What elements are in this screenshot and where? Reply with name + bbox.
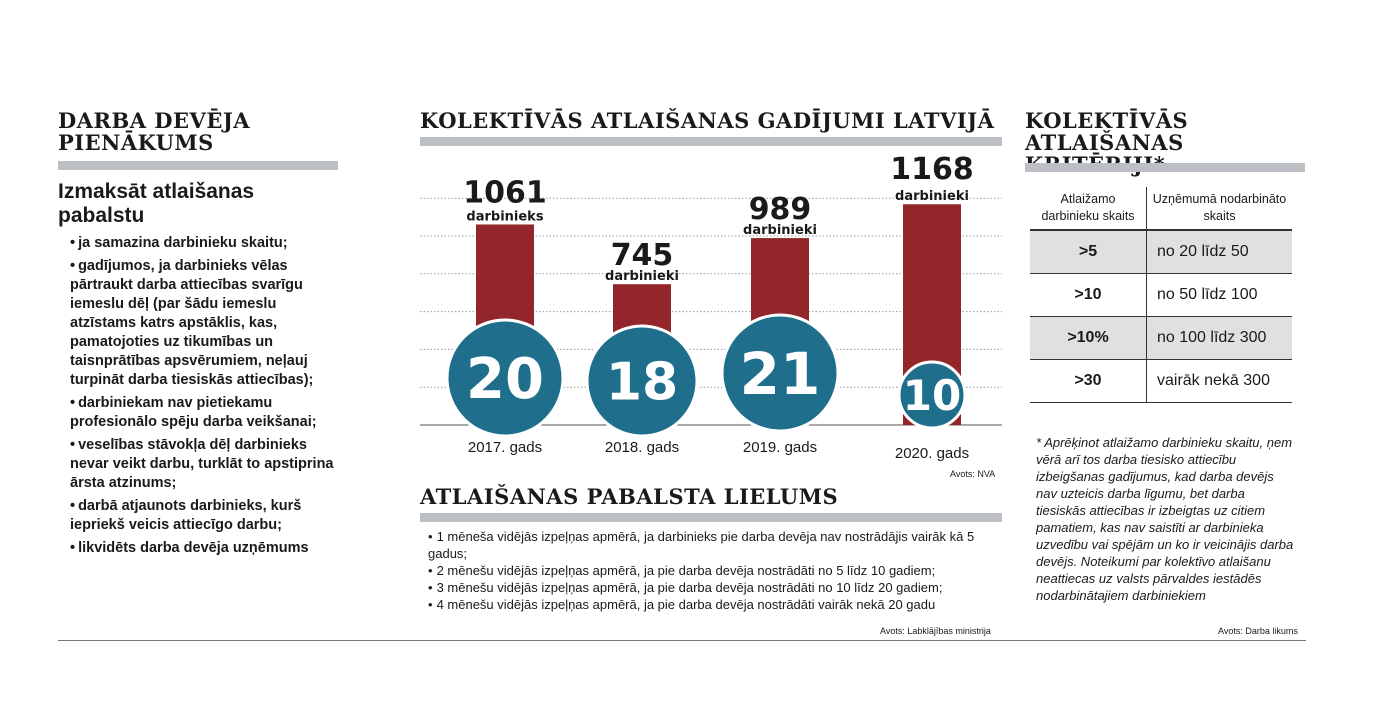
- criteria-company-size: no 100 līdz 300: [1147, 317, 1293, 360]
- benefit-item: [428, 596, 998, 613]
- chart-heading: KOLEKTĪVĀS ATLAIŠANAS GADĪJUMI LATVIJĀ: [420, 108, 995, 133]
- left-heading-rule: [58, 161, 338, 170]
- bullet: •: [428, 529, 433, 544]
- duty-item: [70, 394, 340, 432]
- bar-unit-label: darbinieki: [605, 269, 679, 285]
- criteria-table-header: [1030, 187, 1292, 230]
- left-heading-line: PIENĀKUMS: [58, 130, 214, 155]
- benefit-item: [428, 562, 998, 579]
- bullet: •: [428, 580, 433, 595]
- criteria-col2-header: Uzņēmumā nodarbināto skaits: [1147, 187, 1293, 230]
- x-tick-label: 2018. gads: [604, 439, 680, 456]
- bar-value-label: 1061: [463, 175, 547, 211]
- bullet: •: [70, 498, 76, 514]
- chart-heading-rule: [420, 137, 1002, 146]
- duty-item: [70, 539, 340, 558]
- duty-text: ja samazina darbinieku skaitu;: [78, 235, 288, 251]
- criteria-threshold: >5: [1030, 230, 1147, 274]
- criteria-heading-line: KOLEKTĪVĀS: [1025, 108, 1189, 133]
- bar-value-label: 745: [610, 238, 674, 274]
- criteria-source: Avots: Darba likums: [1218, 626, 1298, 636]
- bar-value-label: 989: [748, 192, 812, 228]
- criteria-footnote: * Aprēķinot atlaižamo darbinieku skaitu, ņem vērā arī tos darba tiesisko attiecību izbeigšanas gadījumus, kad darba devējs nav uzteicis darba līgumu, bet darba tiesiskās attiecības ir izbeigtas uz citiem pamatiem, kas nav saistīti ar darbinieka uzvedību vai spējām un ko ir veicinājis darba devējs. Noteikumi par kolektīvo atlaišanu neattiecas uz valsts pārvaldes iestādēs nodarbinātajiem darbiniekiem: [1036, 435, 1294, 603]
- cases-circle-label: 18: [605, 352, 679, 413]
- criteria-heading-line: ATLAIŠANAS: [1025, 130, 1184, 155]
- duties-list: [70, 234, 340, 562]
- duty-text: darbiniekam nav pietiekamu profesionālo spēju darba veikšanai;: [70, 395, 317, 430]
- bar-value-label: 1168: [890, 152, 974, 188]
- benefit-text: 2 mēnešu vidējās izpeļņas apmērā, ja pie darba devēja nostrādāti no 5 līdz 10 gadiem;: [436, 563, 936, 578]
- benefit-heading-rule: [420, 513, 1002, 522]
- bar-unit-label: darbinieki: [895, 189, 969, 205]
- duty-text: likvidēts darba devēja uzņēmums: [78, 540, 309, 556]
- duty-item: [70, 257, 340, 390]
- bullet: •: [70, 235, 76, 251]
- layoffs-chart: [420, 150, 1005, 470]
- cases-circle-label: 20: [466, 347, 544, 413]
- criteria-table-body: [1030, 230, 1292, 403]
- benefit-text: 3 mēnešu vidējās izpeļņas apmērā, ja pie darba devēja nostrādāti no 10 līdz 20 gadiem;: [436, 580, 943, 595]
- duty-item: [70, 436, 340, 493]
- bullet: •: [70, 395, 76, 411]
- criteria-row: [1030, 360, 1292, 403]
- criteria-threshold: >30: [1030, 360, 1147, 403]
- benefit-text: 4 mēnešu vidējās izpeļņas apmērā, ja pie darba devēja nostrādāti vairāk nekā 20 gadu: [436, 597, 936, 612]
- benefit-item: [428, 579, 998, 596]
- bullet: •: [428, 563, 433, 578]
- criteria-table: [1030, 187, 1292, 403]
- criteria-row: [1030, 274, 1292, 317]
- cases-circle-label: 21: [739, 339, 821, 408]
- duty-text: veselības stāvokļa dēļ darbinieks nevar veikt darbu, turklāt to apstiprina ārsta atzinums;: [70, 437, 334, 491]
- x-tick-label: 2019. gads: [742, 439, 818, 456]
- chart-source: Avots: NVA: [950, 469, 996, 479]
- cases-circle-label: 10: [902, 371, 962, 421]
- criteria-heading-rule: [1025, 163, 1305, 172]
- criteria-col1-header: Atlaižamo darbinieku skaits: [1041, 192, 1135, 223]
- benefit-heading: ATLAIŠANAS PABALSTA LIELUMS: [420, 484, 839, 509]
- benefit-source: Avots: Labklājības ministrija: [880, 626, 991, 636]
- criteria-company-size: no 50 līdz 100: [1147, 274, 1293, 317]
- left-subheading: [58, 180, 328, 228]
- bar-unit-label: darbinieki: [743, 223, 817, 239]
- bar-unit-label: darbinieks: [466, 209, 544, 225]
- criteria-threshold: >10: [1030, 274, 1147, 317]
- left-heading: [58, 110, 338, 154]
- x-tick-label: 2017. gads: [467, 439, 543, 456]
- duty-text: gadījumos, ja darbinieks vēlas pārtraukt darba attiecības svarīgu iemeslu dēļ (par šādu iemeslu atzīstams katrs apstāklis, kas, pamatojoties uz tikumības un taisnprātības apsvērumiem, neļauj turpināt darba tiesiskās attiecības);: [70, 258, 314, 388]
- bullet: •: [70, 437, 76, 453]
- criteria-threshold: >10%: [1030, 317, 1147, 360]
- duty-item: [70, 497, 340, 535]
- benefit-list: [428, 528, 998, 613]
- bottom-rule: [58, 640, 1306, 641]
- criteria-row: [1030, 230, 1292, 274]
- left-subheading-line: pabalstu: [58, 204, 145, 227]
- benefit-text: 1 mēneša vidējās izpeļņas apmērā, ja darbinieks pie darba devēja nav nostrādājis vairāk kā 5 gadus;: [428, 529, 975, 561]
- criteria-company-size: vairāk nekā 300: [1147, 360, 1293, 403]
- x-tick-label: 2020. gads: [894, 445, 970, 462]
- criteria-row: [1030, 317, 1292, 360]
- bullet: •: [70, 258, 76, 274]
- bullet: •: [428, 597, 433, 612]
- left-heading-line: DARBA DEVĒJA: [58, 108, 251, 133]
- left-subheading-line: Izmaksāt atlaišanas: [58, 180, 255, 203]
- duty-text: darbā atjaunots darbinieks, kurš iepriekš veicis attiecīgo darbu;: [70, 498, 302, 533]
- bullet: •: [70, 540, 76, 556]
- benefit-item: [428, 528, 998, 562]
- duty-item: [70, 234, 340, 253]
- criteria-company-size: no 20 līdz 50: [1147, 230, 1293, 274]
